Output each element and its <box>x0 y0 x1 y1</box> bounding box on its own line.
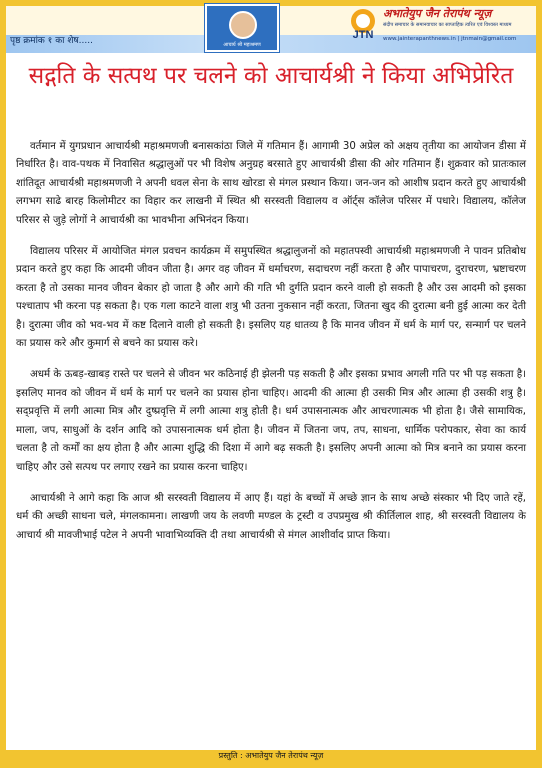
paragraph-4: आचार्यश्री ने आगे कहा कि आज श्री सरस्वती विद्यालय में आए हैं। यहां के बच्चों में अच्छे ज्ञान के साथ अच्छे संस्कार भी दिए जाते रहें, धर्म की अच्छी साधना चले, मंगलकामना। लाखणी जय के लवणी मण्डल के ट्रस्टी व उपप्रमुख श्री कीर्तिलाल शाह, श्री सरस्वती विद्यालय के आचार्य श्री मावजीभाई पटेल ने अपनी भावाभिव्यक्ति दी तथा आचार्यश्री से मंगल आशीर्वाद प्राप्त किया। <box>16 492 526 541</box>
jtn-logo-icon <box>345 7 381 41</box>
brand-web: www.jainterapanthnews.in | jtnmain@gmail.com <box>383 36 517 42</box>
article-title: सद्गति के सत्पथ पर चलने को आचार्यश्री ने किया अभिप्रेरित <box>28 63 514 89</box>
logo-text: JTN <box>352 29 374 41</box>
paragraph-2: विद्यालय परिसर में आयोजित मंगल प्रवचन कार्यक्रम में समुपस्थित श्रद्धालुजनों को महातपस्वी आचार्यश्री महाश्रमणजी ने पावन प्रतिबोध प्रदान करते हुए कहा कि आदमी जीवन जीता है। अगर वह जीवन में धर्माचरण, सदाचरण नहीं करता है और पापाचरण, दुराचरण, भ्रष्टाचरण करता है तो उसका मानव जीवन बेकार हो जाता है और आगे की गति भी दुर्गति प्रदान करने वाली हो सकती है और उस आदमी को इसका पश्चाताप भी करना पड़ सकता है। एक गला काटने वाला शत्रु भी उतना नुकसान नहीं करता, जितना खुद की दुरात्मा बनी हुई आत्मा कर देती है। दुरात्मा जीव को भव-भव में कष्ट दिलाने वाली हो सकती है। इसलिए यह धातव्य है कि मानव जीवन में धर्म के मार्ग पर, सन्मार्ग पर चलने का प्रयास करे और कुमार्ग से बचने का प्रयास करे। <box>16 246 526 350</box>
emblem-caption: आचार्य श्री महाश्रमण <box>223 42 261 48</box>
article-body <box>16 138 526 558</box>
continued-note: पृष्ठ क्रमांक १ का शेष..... <box>10 36 93 46</box>
brand-tagline: संदीप समाचार के समानवाचार का साप्ताहिक त्वरित एवं विश्वस्त माध्यम <box>383 22 512 28</box>
portrait-icon <box>229 11 257 39</box>
footer-credit: प्रस्तुति : अभातेयुप जैन तेरापंथ न्यूज़ <box>6 750 536 762</box>
acharya-emblem-image <box>205 4 279 52</box>
brand-block <box>345 5 533 49</box>
brand-name: अभातेयुप जैन तेरापंथ न्यूज़ <box>383 7 492 20</box>
paragraph-3: अधर्म के ऊबड़-खाबड़ रास्ते पर चलने से जीवन भर कठिनाई ही झेलनी पड़ सकती है और इसका प्रभाव अगली गति पर भी पड़ सकता है। इसलिए मानव को जीवन में धर्म के मार्ग पर चलने का प्रयास होना चाहिए। आदमी की आत्मा ही उसकी मित्र और आत्मा ही उसकी शत्रु है। सद्प्रवृत्ति में लगी आत्मा मित्र और दुष्प्रवृत्ति में लगी आत्मा शत्रु होती है। धर्म उपासनात्मक और आचरणात्मक भी होता है। जैसे सामायिक, माला, जप, साधुओं के दर्शन आदि को उपासनात्मक धर्म होता है। जीवन में जितना जप, तप, साधना, धार्मिक परोपकार, सेवा का कार्य चलता है तो कर्मों का क्षय होता है और आत्मा शुद्धि की दिशा में आगे बढ़ सकती है। इसलिए अपनी आत्मा को मित्र बनाने का प्रयास करना चाहिए और उसे सत्पथ पर लगाए रखने का प्रयास करना चाहिए। <box>16 369 526 473</box>
paragraph-1: वर्तमान में युगप्रधान आचार्यश्री महाश्रमणजी बनासकांठा जिले में गतिमान हैं। आगामी 30 अप्रेल को अक्षय तृतीया का आयोजन डीसा में निर्धारित है। वाव-पथक में निवासित श्रद्धालुओं पर भी विशेष अनुग्रह बरसाते हुए आचार्यश्री डीसा की ओर गतिमान हैं। शुक्रवार को प्रातःकाल शांतिदूत आचार्यश्री महाश्रमणजी ने अपनी धवल सेना के साथ खोरडा से मंगल प्रस्थान किया। जन-जन को आशीष प्रदान करते हुए आचार्यश्री लगभग साढे बारह किलोमीटर का विहार कर लाखनी में स्थित श्री सरस्वती विद्यालय व ऑर्ट्स कॉलेज परिसर में पधारे। विद्यालय, कॉलेज परिसर से जुड़े लोगों ने आचार्यश्री का भावभीना अभिनंदन किया। <box>16 141 526 226</box>
